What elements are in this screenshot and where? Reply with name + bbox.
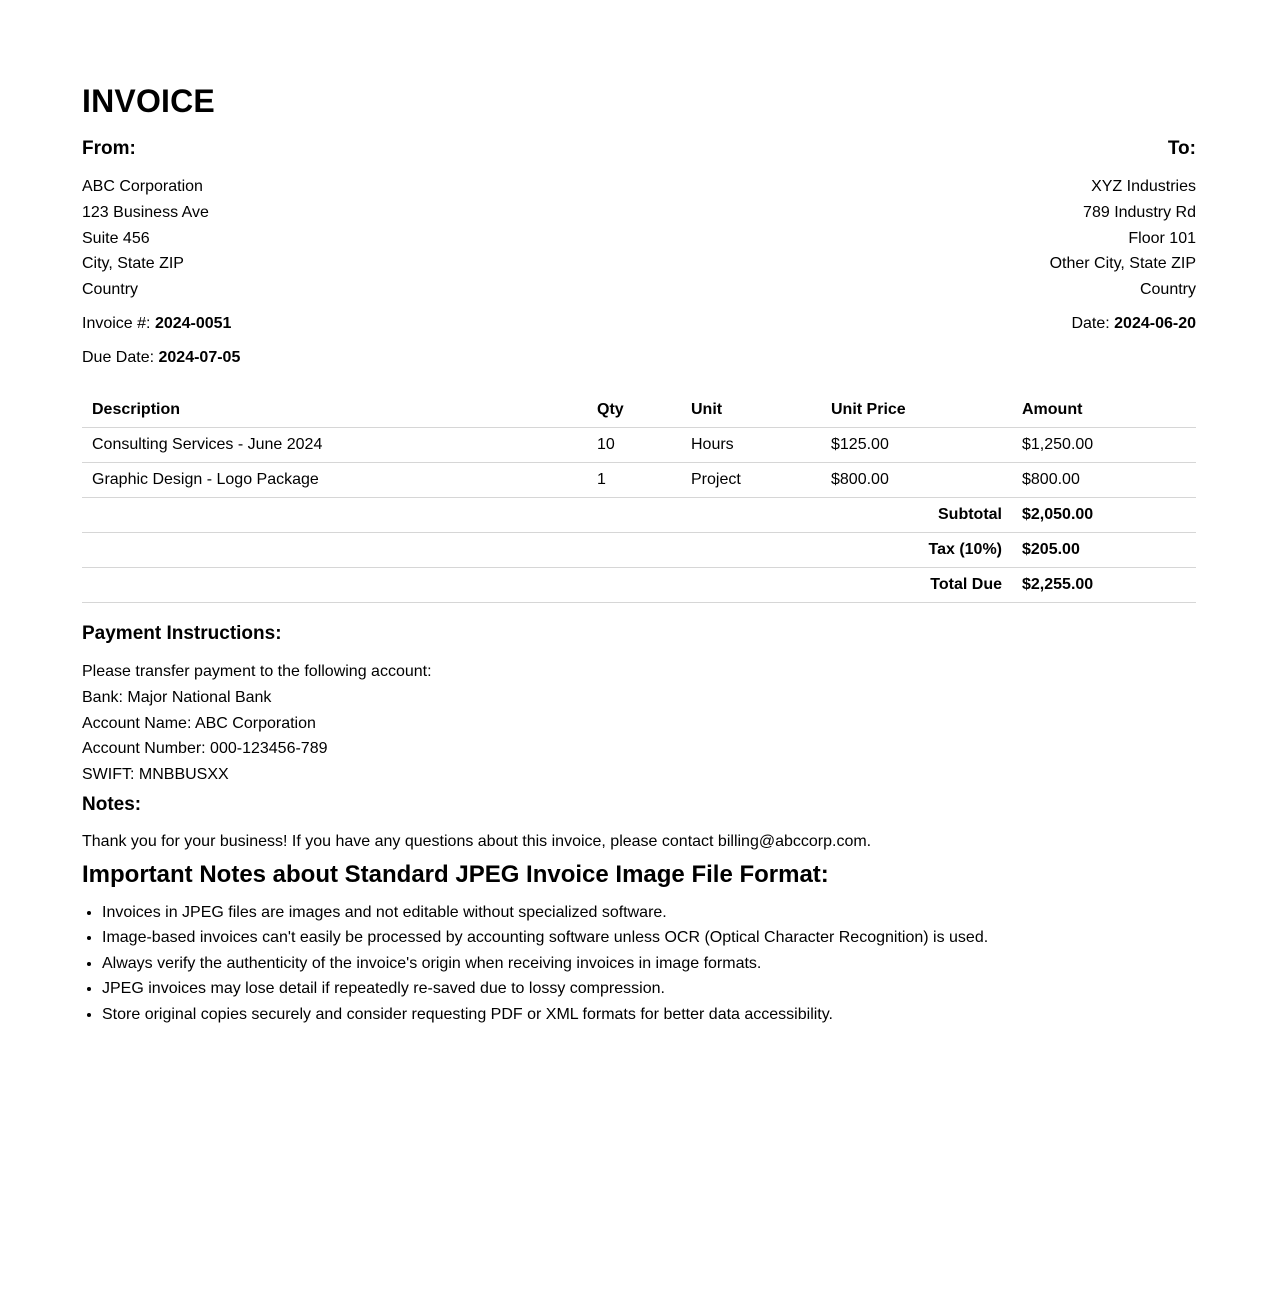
from-address-line: Suite 456 (82, 229, 150, 247)
payment-line: Please transfer payment to the following account: (82, 662, 432, 680)
to-address-line: Country (1139, 281, 1196, 299)
invoice-title: INVOICE (82, 83, 215, 119)
total-due-value: $2,255.00 (1012, 567, 1196, 602)
subtotal-value: $2,050.00 (1012, 497, 1196, 532)
cell-qty: 1 (587, 462, 681, 497)
cell-unit-price: $125.00 (821, 427, 1012, 462)
important-notes-list (82, 900, 1196, 1028)
table-header-row (82, 393, 1196, 428)
payment-line: SWIFT: MNBBUSXX (82, 766, 229, 784)
cell-description: Consulting Services - June 2024 (82, 427, 587, 462)
invoice-page (82, 0, 1196, 1027)
invoice-number (82, 311, 639, 337)
to-block (639, 138, 1196, 371)
to-address-line: Other City, State ZIP (1049, 255, 1196, 273)
to-heading: To: (1167, 138, 1196, 159)
from-address-line: ABC Corporation (82, 178, 203, 195)
total-due-row (82, 567, 1196, 602)
notes-text: Thank you for your business! If you have any questions about this invoice, please contact billing@abccorp.com. (82, 832, 872, 850)
from-address-line: 123 Business Ave (82, 203, 209, 221)
header-unit-price: Unit Price (821, 393, 1012, 428)
list-item: • JPEG invoices may lose detail if repeatedly re-saved due to lossy compression. (102, 976, 1196, 1002)
list-item: • Image-based invoices can't easily be processed by accounting software unless OCR (Optical Character Recognition) is used. (102, 925, 1196, 951)
tax-value: $205.00 (1012, 532, 1196, 567)
cell-qty: 10 (587, 427, 681, 462)
subtotal-label: Subtotal (82, 497, 1012, 532)
subtotal-row (82, 497, 1196, 532)
invoice-number-label: Invoice #: (82, 314, 151, 332)
header-qty: Qty (587, 393, 681, 428)
header-amount: Amount (1012, 393, 1196, 428)
important-notes-heading: Important Notes about Standard JPEG Invoice Image File Format: (82, 860, 829, 888)
payment-line: Bank: Major National Bank (82, 688, 272, 706)
list-item: • Store original copies securely and consider requesting PDF or XML formats for better data accessibility. (102, 1002, 1196, 1028)
total-due-label: Total Due (82, 567, 1012, 602)
from-block (82, 138, 639, 371)
invoice-date-label: Date: (1071, 314, 1110, 332)
invoice-number-value: 2024-0051 (154, 314, 232, 332)
payment-heading: Payment Instructions: (82, 622, 282, 644)
payment-details (82, 659, 1196, 788)
payment-line: Account Name: ABC Corporation (82, 714, 316, 732)
notes-section (82, 794, 1196, 854)
cell-amount: $800.00 (1012, 462, 1196, 497)
to-address-line: Floor 101 (1128, 229, 1196, 247)
list-item: • Always verify the authenticity of the invoice's origin when receiving invoices in image formats. (102, 951, 1196, 977)
cell-unit: Hours (681, 427, 821, 462)
payment-section (82, 623, 1196, 788)
payment-line: Account Number: 000-123456-789 (82, 740, 328, 758)
table-row (82, 427, 1196, 462)
tax-label: Tax (10%) (82, 532, 1012, 567)
invoice-date (639, 311, 1196, 337)
table-row (82, 462, 1196, 497)
to-address-line: XYZ Industries (1091, 178, 1196, 195)
invoice-date-value: 2024-06-20 (1114, 314, 1196, 332)
due-date (82, 345, 639, 371)
parties-section (82, 138, 1196, 371)
to-address-line: 789 Industry Rd (1083, 203, 1196, 221)
line-items-table (82, 393, 1196, 603)
from-address-line: City, State ZIP (82, 255, 184, 273)
due-date-value: 2024-07-05 (158, 348, 241, 366)
list-item: • Invoices in JPEG files are images and not editable without specialized software. (102, 900, 1196, 926)
from-heading: From: (82, 138, 136, 159)
from-address-line: Country (82, 281, 139, 299)
due-date-label: Due Date: (82, 348, 155, 366)
cell-unit-price: $800.00 (821, 462, 1012, 497)
header-unit: Unit (681, 393, 821, 428)
cell-amount: $1,250.00 (1012, 427, 1196, 462)
cell-unit: Project (681, 462, 821, 497)
notes-heading: Notes: (82, 793, 142, 815)
cell-description: Graphic Design - Logo Package (82, 462, 587, 497)
header-description: Description (82, 393, 587, 428)
tax-row (82, 532, 1196, 567)
